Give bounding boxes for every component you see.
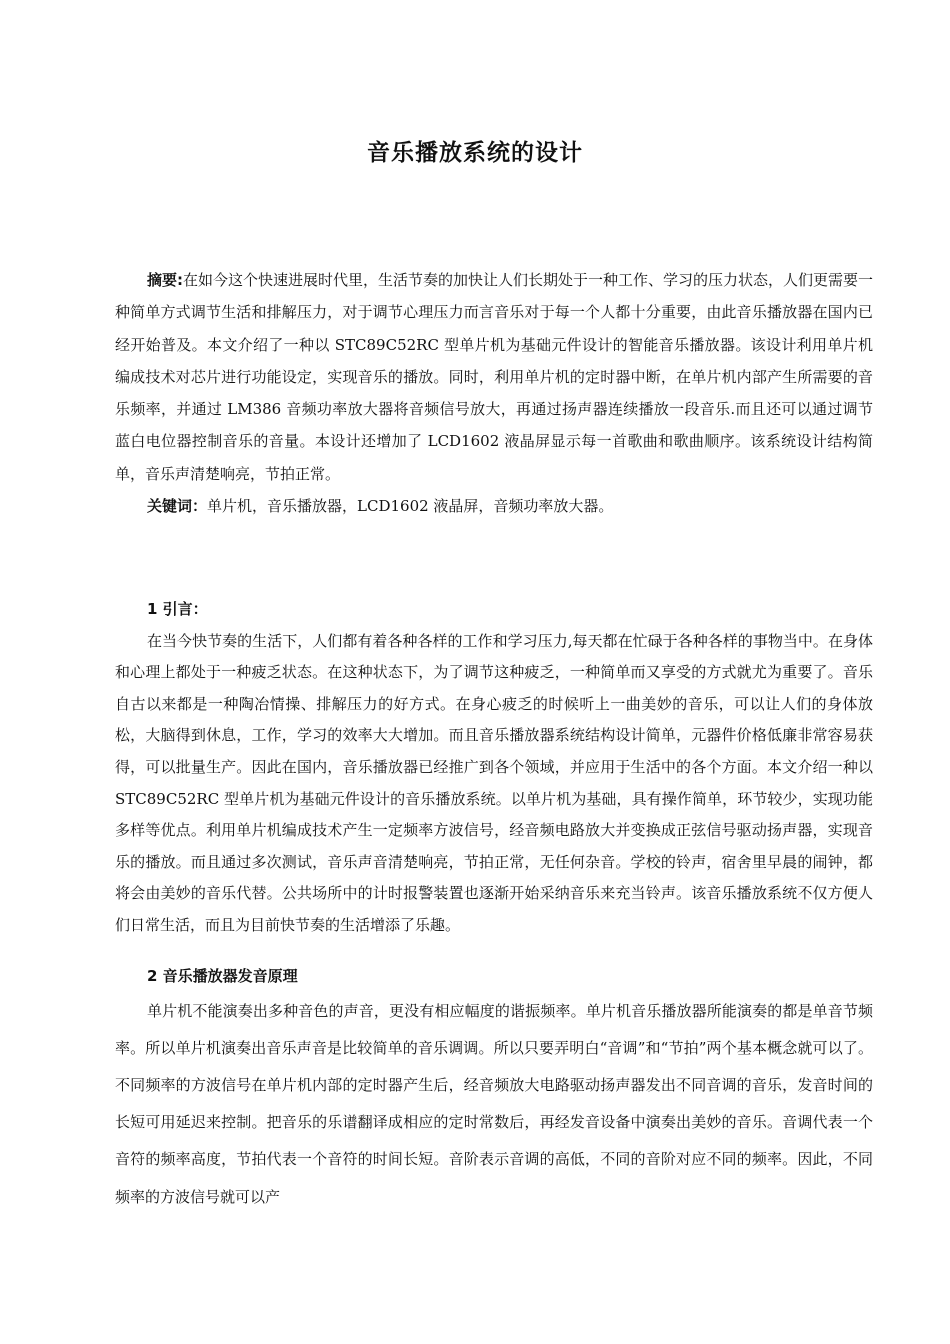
page-title: 音乐播放系统的设计 [367,140,583,166]
keywords-text: 单片机，音乐播放器，LCD1602 液晶屏，音频功率放大器。 [207,497,614,516]
keywords-paragraph [115,490,873,522]
section1-heading: 1 引言： [147,600,208,618]
abstract-text: 在如今这个快速进展时代里，生活节奏的加快让人们长期处于一种工作、学习的压力状态，人们更需要一种简单方式调节生活和排解压力，对于调节心理压力而言音乐对于每一个人都十分重要，由此音乐播放器在国内已经开始普及。本文介绍了一种以 STC89C52RC 型单片机为基础元件设计的智能音乐播放器。该设计利用单片机编成技术对芯片进行功能设定，实现音乐的播放。同时，利用单片机的定时器中断，在单片机内部产生所需要的音乐频率，并通过 LM386 音频功率放大器将音频信号放大，再通过扬声器连续播放一段音乐.而且还可以通过调节蓝白电位器控制音乐的音量。本设计还增加了 LCD1602 液晶屏显示每一首歌曲和歌曲顺序。该系统设计结构简单，音乐声清楚响亮，节拍正常。 [115,271,874,483]
section-introduction [115,594,873,942]
section1-paragraph: 在当今快节奏的生活下，人们都有着各种各样的工作和学习压力,每天都在忙碌于各种各样的事物当中。在身体和心理上都处于一种疲乏状态。在这种状态下，为了调节这种疲乏，一种简单而又享受的方式就尤为重要了。音乐自古以来都是一种陶冶情操、排解压力的好方式。在身心疲乏的时候听上一曲美妙的音乐，可以让人们的身体放松，大脑得到休息，工作，学习的效率大大增加。而且音乐播放器系统结构设计简单，元器件价格低廉非常容易获得，可以批量生产。因此在国内，音乐播放器已经推广到各个领域，并应用于生活中的各个方面。本文介绍一种以 STC89C52RC 型单片机为基础元件设计的音乐播放系统。以单片机为基础，具有操作简单，环节较少，实现功能多样等优点。利用单片机编成技术产生一定频率方波信号，经音频电路放大并变换成正弦信号驱动扬声器，实现音乐的播放。而且通过多次测试，音乐声音清楚响亮，节拍正常，无任何杂音。学校的铃声，宿舍里早晨的闹钟，都将会由美妙的音乐代替。公共场所中的计时报警装置也逐渐开始采纳音乐来充当铃声。该音乐播放系统不仅方便人们日常生活，而且为目前快节奏的生活增添了乐趣。 [115,631,873,934]
section-principle [115,960,873,1216]
abstract-label: 摘要: [147,271,183,289]
section2-paragraph: 单片机不能演奏出多种音色的声音，更没有相应幅度的谐振频率。单片机音乐播放器所能演奏的都是单音节频率。所以单片机演奏出音乐声音是比较简单的音乐调调。所以只要弄明白“音调”和“节拍”两个基本概念就可以了。不同频率的方波信号在单片机内部的定时器产生后，经音频放大电路驱动扬声器发出不同音调的音乐，发音时间的长短可用延迟来控制。把音乐的乐谱翻译成相应的定时常数后，再经发音设备中演奏出美妙的音乐。音调代表一个音符的频率高度，节拍代表一个音符的时间长短。音阶表示音调的高低，不同的音阶对应不同的频率。因此，不同频率的方波信号就可以产 [115,1001,873,1206]
keywords-label: 关键词： [147,497,208,516]
abstract-paragraph [115,264,873,490]
abstract-section [115,264,873,522]
section2-heading: 2 音乐播放器发音原理 [147,967,298,985]
